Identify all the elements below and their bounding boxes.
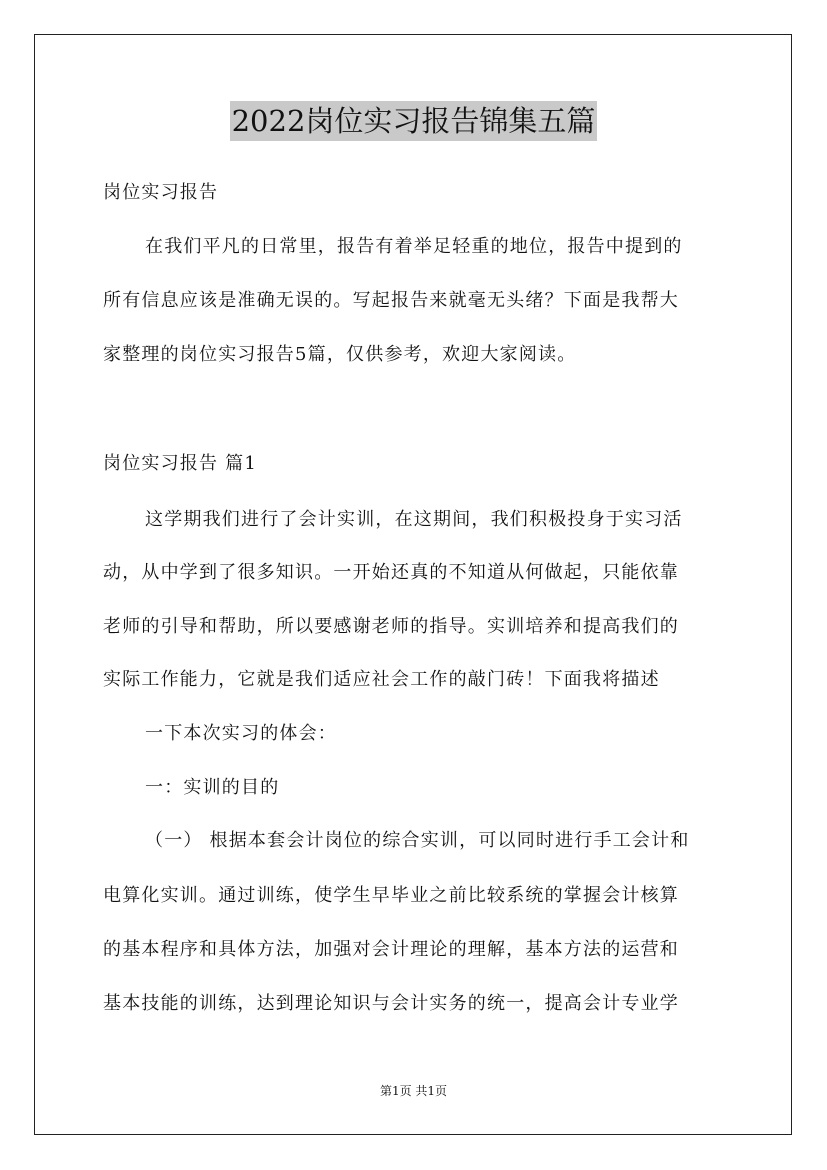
body-line: 实际工作能力，它就是我们适应社会工作的敲门砖！下面我将描述 [103, 669, 660, 690]
intro-line: 所有信息应该是准确无误的。写起报告来就毫无头绪？下面是我帮大 [103, 290, 679, 311]
title-container [0, 101, 827, 141]
body-line: 老师的引导和帮助，所以要感谢老师的指导。实训培养和提高我们的 [103, 616, 679, 637]
body-line: （一） 根据本套会计岗位的综合实训，可以同时进行手工会计和 [145, 830, 690, 851]
body-line: 电算化实训。通过训练，使学生早毕业之前比较系统的掌握会计核算 [103, 885, 679, 906]
intro-line: 家整理的岗位实习报告5篇，仅供参考，欢迎大家阅读。 [103, 344, 577, 365]
body-line: 一下本次实习的体会： [145, 723, 337, 744]
intro-line: 在我们平凡的日常里，报告有着举足轻重的地位，报告中提到的 [145, 236, 683, 257]
body-line: 基本技能的训练，达到理论知识与会计实务的统一，提高会计专业学 [103, 993, 679, 1014]
page-footer: 第1页 共1页 [379, 1084, 448, 1098]
intro-heading: 岗位实习报告 [103, 182, 219, 203]
body-line: 动，从中学到了很多知识。一开始还真的不知道从何做起，只能依靠 [103, 562, 679, 583]
document-title: 2022岗位实习报告锦集五篇 [230, 101, 598, 141]
subsection-heading: 一：实训的目的 [145, 777, 280, 798]
section-heading: 岗位实习报告 篇1 [103, 453, 257, 474]
body-line: 这学期我们进行了会计实训，在这期间，我们积极投身于实习活 [145, 509, 683, 530]
body-line: 的基本程序和具体方法，加强对会计理论的理解，基本方法的运营和 [103, 939, 679, 960]
